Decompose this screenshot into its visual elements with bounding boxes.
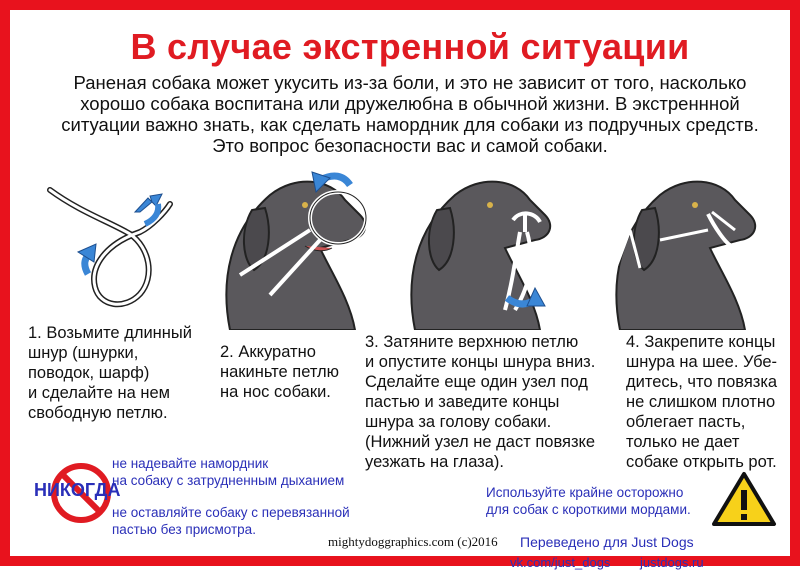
step-line: только не дает bbox=[626, 433, 740, 451]
warn-line: пастью без присмотра. bbox=[112, 522, 256, 537]
intro-line: хорошо собака воспитана или дружелюбна в обычной жизни. В экстреннной bbox=[80, 93, 740, 114]
step-line: 4. Закрепите концы bbox=[626, 333, 776, 351]
dog-step-4-illustration bbox=[600, 170, 770, 330]
intro-line: ситуации важно знать, как сделать намордник для собаки из подручных средств. bbox=[61, 114, 759, 135]
step-line: на нос собаки. bbox=[220, 383, 331, 401]
step-line: дитесь, что повязка bbox=[626, 373, 778, 391]
step-line: накиньте петлю bbox=[220, 363, 340, 381]
step-line: и опустите концы шнура вниз. bbox=[365, 353, 596, 371]
warn-line: Используйте крайне осторожно bbox=[486, 485, 684, 500]
step-line: 1. Возьмите длинный bbox=[28, 324, 192, 342]
dog-step-2-illustration bbox=[210, 170, 370, 330]
step-line: шнура на шее. Убе- bbox=[626, 353, 778, 371]
intro-text bbox=[32, 72, 788, 156]
page-title: В случае экстренной ситуации bbox=[130, 26, 690, 67]
caution-text bbox=[486, 484, 691, 518]
credit-vk-link[interactable]: vk.com/just_dogs bbox=[510, 555, 611, 570]
step-line: пастью и заведите концы bbox=[365, 393, 560, 411]
step-3-text bbox=[365, 332, 595, 472]
step-line: собаке открыть рот. bbox=[626, 453, 777, 471]
step-2-text bbox=[220, 342, 339, 402]
step-line: облегает пасть, bbox=[626, 413, 746, 431]
step-line: шнур (шнурки, bbox=[28, 344, 139, 362]
never-label: НИКОГДА bbox=[34, 480, 121, 500]
never-item-2 bbox=[112, 504, 350, 538]
intro-line: Раненая собака может укусить из-за боли, и это не зависит от того, насколько bbox=[73, 72, 747, 93]
warn-line: не надевайте намордник bbox=[112, 456, 269, 471]
step-line: поводок, шарф) bbox=[28, 364, 150, 382]
warning-triangle-icon bbox=[710, 470, 778, 528]
dog-step-3-illustration bbox=[395, 170, 565, 330]
step-line: шнура за голову собаки. bbox=[365, 413, 552, 431]
step-line: Сделайте еще один узел под bbox=[365, 373, 588, 391]
credit-translated: Переведено для Just Dogs bbox=[520, 534, 694, 550]
step-4-text bbox=[626, 332, 777, 472]
never-item-1 bbox=[112, 455, 344, 489]
warn-line: для собак с короткими мордами. bbox=[486, 502, 691, 517]
credit-site-link[interactable]: justdogs.ru bbox=[640, 555, 704, 570]
rope-loop-illustration bbox=[40, 182, 180, 317]
intro-line: Это вопрос безопасности вас и самой собаки. bbox=[212, 135, 608, 156]
credit-site: mightydoggraphics.com (c)2016 bbox=[328, 534, 498, 549]
step-line: свободную петлю. bbox=[28, 404, 168, 422]
warn-line: не оставляйте собаку с перевязанной bbox=[112, 505, 350, 520]
step-line: 2. Аккуратно bbox=[220, 343, 316, 361]
step-line: не слишком плотно bbox=[626, 393, 776, 411]
step-line: уезжать на глаза). bbox=[365, 453, 505, 471]
step-line: и сделайте на нем bbox=[28, 384, 170, 402]
warn-line: на собаку с затрудненным дыханием bbox=[112, 473, 345, 488]
step-line: (Нижний узел не даст повязке bbox=[365, 433, 596, 451]
step-line: 3. Затяните верхнюю петлю bbox=[365, 333, 579, 351]
step-1-text bbox=[28, 323, 192, 423]
